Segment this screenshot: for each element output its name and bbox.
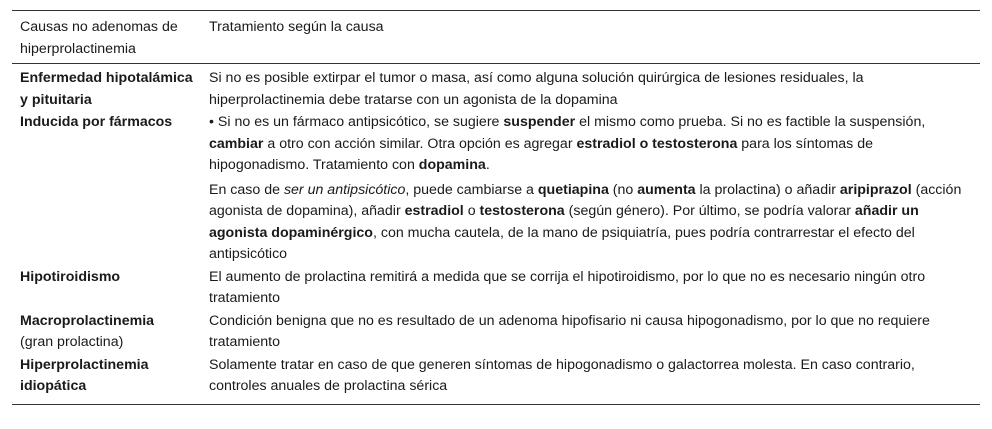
treatment-paragraph-2: En caso de ser un antipsicótico, puede cambiarse a quetiapina (no aumenta la prolactina) o añadir aripiprazol (acción agonista de dopamina), añadir estradiol o testosterona (según género). Por último, se podría valorar añadir un agonista dopaminérgico, con mucha cautela, de la mano de psiquiatría, pues podría contrarrestar el efecto del antipsicótico — [209, 181, 962, 262]
row-cause: Enfermedad hipotalámica y pituitaria — [20, 70, 193, 108]
treatment-table — [12, 11, 980, 404]
row-treatment — [201, 112, 980, 267]
header-cause: Causas no adenomas de hiperprolactinemia — [20, 19, 178, 57]
table-row — [12, 267, 980, 311]
treatment-paragraph-1: • Si no es un fármaco antipsicótico, se sugiere suspender el mismo como prueba. Si no es factible la suspensión, cambiar a otro con acción similar. Otra opción es agregar estradiol o testosterona para los síntomas de hipogonadismo. Tratamiento con dopamina. — [209, 114, 926, 173]
table-row — [12, 112, 980, 267]
table-row — [12, 311, 980, 355]
row-treatment: El aumento de prolactina remitirá a medida que se corrija el hipotiroidismo, por lo que no es necesario ningún otro tratamiento — [209, 268, 926, 306]
row-cause: Hiperprolactinemia idiopática — [20, 356, 149, 394]
header-treatment: Tratamiento según la causa — [209, 19, 384, 35]
row-treatment: Solamente tratar en caso de que generen síntomas de hipogonadismo o galactorrea molesta. En caso contrario, controles anuales de prolactina sérica — [209, 356, 915, 394]
row-cause: Inducida por fármacos — [20, 114, 173, 130]
table-header — [12, 11, 980, 64]
row-treatment: Si no es posible extirpar el tumor o masa, así como alguna solución quirúrgica de lesiones residuales, la hiperprolactinemia debe tratarse con un agonista de la dopamina — [209, 70, 864, 108]
row-cause: Hipotiroidismo — [20, 268, 121, 285]
table-body — [12, 64, 980, 404]
row-cause: Macroprolactinemia (gran prolactina) — [20, 312, 155, 350]
treatment-table-container — [12, 10, 980, 405]
header-row — [12, 11, 980, 64]
table-row — [12, 64, 980, 113]
table-row — [12, 355, 980, 404]
row-treatment: Condición benigna que no es resultado de un adenoma hipofisario ni causa hipogonadismo, por lo que no requiere tratamiento — [209, 312, 930, 350]
